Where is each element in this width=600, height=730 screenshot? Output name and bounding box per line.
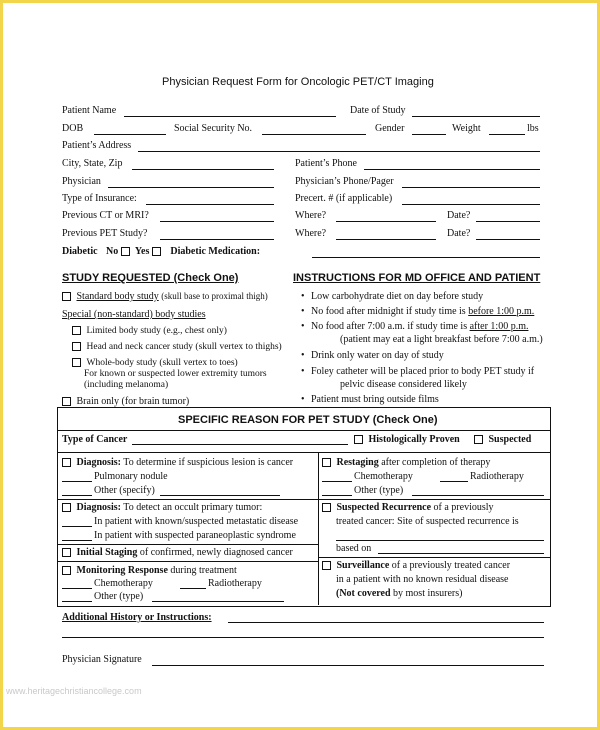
label-patient-phone: Patient’s Phone	[295, 158, 357, 169]
surveillance-checkbox[interactable]	[322, 561, 331, 570]
label-gender: Gender	[375, 123, 405, 134]
date-1-field[interactable]	[476, 221, 540, 222]
label-city: City, State, Zip	[62, 158, 123, 169]
other-specify-blank[interactable]	[62, 495, 92, 496]
limited-study-checkbox[interactable]	[72, 326, 81, 335]
restaging-label: Restaging	[336, 457, 379, 468]
instruction-2-text: No food after midnight if study time is	[311, 306, 466, 317]
diagnosis-1-checkbox[interactable]	[62, 458, 71, 467]
radio-1-label: Radiotherapy	[208, 578, 262, 589]
patient-name-field[interactable]	[124, 116, 336, 117]
suspected-rec-label: Suspected Recurrence	[336, 502, 432, 513]
monitoring-label: Monitoring Response	[76, 565, 168, 576]
paraneo-label: In patient with suspected paraneoplastic syndrome	[94, 530, 296, 541]
pulmonary-blank[interactable]	[62, 481, 92, 482]
whole-body-note-1: For known or suspected lower extremity tumors	[84, 369, 267, 379]
suspected-rec-checkbox[interactable]	[322, 503, 331, 512]
label-diabetic-med: Diabetic Medication:	[170, 246, 261, 257]
reason-col-divider	[318, 452, 319, 605]
watermark: www.heritagechristiancollege.com	[6, 686, 142, 696]
where-1-field[interactable]	[336, 221, 436, 222]
diagnosis-2-text: To detect an occult primary tumor:	[123, 502, 263, 513]
brain-checkbox[interactable]	[62, 397, 71, 406]
based-on-field[interactable]	[378, 553, 544, 554]
initial-staging-label: Initial Staging	[76, 547, 138, 558]
reason-header-divider	[57, 430, 550, 431]
label-date-1: Date?	[447, 210, 471, 221]
instruction-5-cont: pelvic disease considered likely	[340, 379, 467, 390]
head-neck-checkbox[interactable]	[72, 342, 81, 351]
label-dob: DOB	[62, 123, 84, 134]
label-where-1: Where?	[295, 210, 327, 221]
where-2-field[interactable]	[336, 239, 436, 240]
known-meta-label: In patient with known/suspected metastatic disease	[94, 516, 299, 527]
physician-phone-field[interactable]	[402, 187, 540, 188]
instruction-5: • Foley catheter will be placed prior to body PET study if	[311, 366, 534, 377]
head-neck-row	[72, 341, 282, 352]
instruction-6: • Patient must bring outside films	[311, 394, 439, 405]
label-physician: Physician	[62, 176, 101, 187]
label-lbs: lbs	[527, 123, 539, 134]
whole-body-row	[72, 357, 238, 368]
histo-row	[354, 434, 460, 445]
label-where-2: Where?	[295, 228, 327, 239]
additional-history-field-2[interactable]	[62, 637, 544, 638]
suspected-label: Suspected	[488, 434, 532, 445]
diagnosis-1-label: Diagnosis:	[76, 457, 121, 468]
weight-field[interactable]	[489, 134, 525, 135]
diagnosis-2-row	[62, 502, 262, 513]
brain-label: Brain only (for brain tumor)	[76, 396, 190, 407]
initial-staging-row	[62, 547, 293, 558]
reason-header: SPECIFIC REASON FOR PET STUDY (Check One)	[178, 414, 438, 426]
type-of-cancer-label: Type of Cancer	[62, 434, 128, 445]
chemo-1-blank[interactable]	[62, 588, 92, 589]
left-divider-1	[57, 499, 318, 500]
date-2-field[interactable]	[476, 239, 540, 240]
initial-staging-text: of confirmed, newly diagnosed cancer	[139, 547, 293, 558]
radio-1-blank[interactable]	[180, 588, 206, 589]
not-covered-label: (Not covered	[336, 588, 391, 599]
limited-study-row	[72, 325, 227, 336]
initial-staging-checkbox[interactable]	[62, 548, 71, 557]
additional-history-field-1[interactable]	[228, 622, 544, 623]
label-prev-ct: Previous CT or MRI?	[62, 210, 149, 221]
other-2-field[interactable]	[412, 495, 544, 496]
other-2-blank[interactable]	[322, 495, 352, 496]
monitoring-checkbox[interactable]	[62, 566, 71, 575]
known-meta-blank[interactable]	[62, 526, 92, 527]
label-patient-name: Patient Name	[62, 105, 117, 116]
brain-row	[62, 396, 189, 407]
diagnosis-1-row	[62, 457, 293, 468]
precert-field[interactable]	[402, 204, 540, 205]
study-header: STUDY REQUESTED (Check One)	[62, 272, 239, 284]
based-on-label: based on	[336, 543, 372, 554]
suspected-rec-row	[322, 502, 494, 513]
diagnosis-2-checkbox[interactable]	[62, 503, 71, 512]
diagnosis-1-text: To determine if suspicious lesion is cancer	[123, 457, 294, 468]
surveillance-text-2: in a patient with no known residual disease	[336, 574, 509, 585]
physician-field[interactable]	[108, 187, 274, 188]
histo-checkbox[interactable]	[354, 435, 363, 444]
standard-study-label: Standard body study	[76, 291, 159, 302]
instruction-3-note: (patient may eat a light breakfast before 7:00 a.m.)	[340, 334, 543, 345]
instruction-2-time: before 1:00 p.m.	[468, 306, 535, 317]
label-weight: Weight	[452, 123, 481, 134]
standard-study-row	[62, 291, 268, 302]
other-1-blank[interactable]	[62, 601, 92, 602]
prev-pet-field[interactable]	[160, 239, 274, 240]
radio-2-blank[interactable]	[440, 481, 468, 482]
prev-ct-field[interactable]	[160, 221, 274, 222]
ssn-field[interactable]	[262, 134, 366, 135]
gender-field[interactable]	[412, 134, 446, 135]
label-date-of-study: Date of Study	[350, 105, 406, 116]
instruction-1: • Low carbohydrate diet on day before study	[311, 291, 483, 302]
type-divider	[57, 452, 550, 453]
form-title: Physician Request Form for Oncologic PET/CT Imaging	[162, 76, 434, 88]
diabetic-med-field[interactable]	[312, 257, 540, 258]
standard-study-checkbox[interactable]	[62, 292, 71, 301]
date-of-study-field[interactable]	[412, 116, 540, 117]
monitoring-text: during treatment	[170, 565, 237, 576]
label-address: Patient’s Address	[62, 140, 132, 151]
recurrence-site-field[interactable]	[336, 540, 544, 541]
label-physician-phone: Physician’s Phone/Pager	[295, 176, 394, 187]
instructions-header: INSTRUCTIONS FOR MD OFFICE AND PATIENT	[293, 272, 541, 284]
other-1-label: Other (type)	[94, 591, 144, 602]
standard-study-note: (skull base to proximal thigh)	[161, 291, 268, 301]
instruction-4: • Drink only water on day of study	[311, 350, 444, 361]
instruction-3-text: No food after 7:00 a.m. if study time is	[311, 321, 468, 332]
left-divider-3	[57, 561, 318, 562]
other-specify-field[interactable]	[160, 495, 280, 496]
suspected-rec-text: of a previously	[433, 502, 494, 513]
diabetic-no-checkbox[interactable]	[121, 247, 130, 256]
chemo-2-blank[interactable]	[322, 481, 352, 482]
dob-field[interactable]	[94, 134, 166, 135]
label-prev-pet: Previous PET Study?	[62, 228, 148, 239]
address-field[interactable]	[138, 151, 540, 152]
label-date-2: Date?	[447, 228, 471, 239]
restaging-checkbox[interactable]	[322, 458, 331, 467]
right-divider-2	[318, 557, 550, 558]
other-1-field[interactable]	[152, 601, 284, 602]
pulmonary-label: Pulmonary nodule	[94, 471, 168, 482]
additional-history-label: Additional History or Instructions:	[62, 612, 212, 623]
suspected-row	[474, 434, 531, 445]
surveillance-label: Surveillance	[336, 560, 390, 571]
other-specify-label: Other (specify)	[94, 485, 155, 496]
whole-body-note-2: (including melanoma)	[84, 380, 169, 390]
whole-body-label: Whole-body study (skull vertex to toes)	[86, 358, 238, 368]
chemo-2-label: Chemotherapy	[354, 471, 413, 482]
special-studies-label: Special (non-standard) body studies	[62, 309, 206, 320]
label-precert: Precert. # (if applicable)	[295, 193, 393, 204]
limited-study-label: Limited body study (e.g., chest only)	[86, 326, 227, 336]
histo-label: Histologically Proven	[368, 434, 460, 445]
diagnosis-2-label: Diagnosis:	[76, 502, 121, 513]
instruction-3	[311, 321, 528, 332]
label-yes: Yes	[134, 246, 150, 257]
left-divider-2	[57, 544, 318, 545]
not-covered-row	[336, 588, 462, 599]
chemo-1-label: Chemotherapy	[94, 578, 153, 589]
diabetic-row	[62, 246, 260, 257]
physician-signature-label: Physician Signature	[62, 654, 142, 665]
label-ssn: Social Security No.	[174, 123, 253, 134]
city-field[interactable]	[132, 169, 274, 170]
right-divider-1	[318, 499, 550, 500]
restaging-row	[322, 457, 490, 468]
label-no: No	[106, 246, 119, 257]
head-neck-label: Head and neck cancer study (skull vertex to thighs)	[86, 342, 282, 352]
surveillance-text: of a previously treated cancer	[391, 560, 511, 571]
physician-signature-field[interactable]	[152, 665, 544, 666]
monitoring-row	[62, 565, 237, 576]
instruction-2	[311, 306, 534, 317]
type-of-cancer-field[interactable]	[132, 444, 348, 445]
insurance-field[interactable]	[146, 204, 274, 205]
surveillance-row	[322, 560, 510, 571]
diabetic-yes-checkbox[interactable]	[152, 247, 161, 256]
instruction-3-time: after 1:00 p.m.	[469, 321, 529, 332]
label-insurance: Type of Insurance:	[62, 193, 137, 204]
other-2-label: Other (type)	[354, 485, 404, 496]
patient-phone-field[interactable]	[364, 169, 540, 170]
paraneo-blank[interactable]	[62, 540, 92, 541]
radio-2-label: Radiotherapy	[470, 471, 524, 482]
suspected-rec-text-2: treated cancer: Site of suspected recurrence is	[336, 516, 519, 527]
label-diabetic: Diabetic	[62, 246, 98, 257]
whole-body-checkbox[interactable]	[72, 358, 81, 367]
not-covered-rest: by most insurers)	[393, 588, 463, 599]
suspected-checkbox[interactable]	[474, 435, 483, 444]
restaging-text: after completion of therapy	[381, 457, 491, 468]
